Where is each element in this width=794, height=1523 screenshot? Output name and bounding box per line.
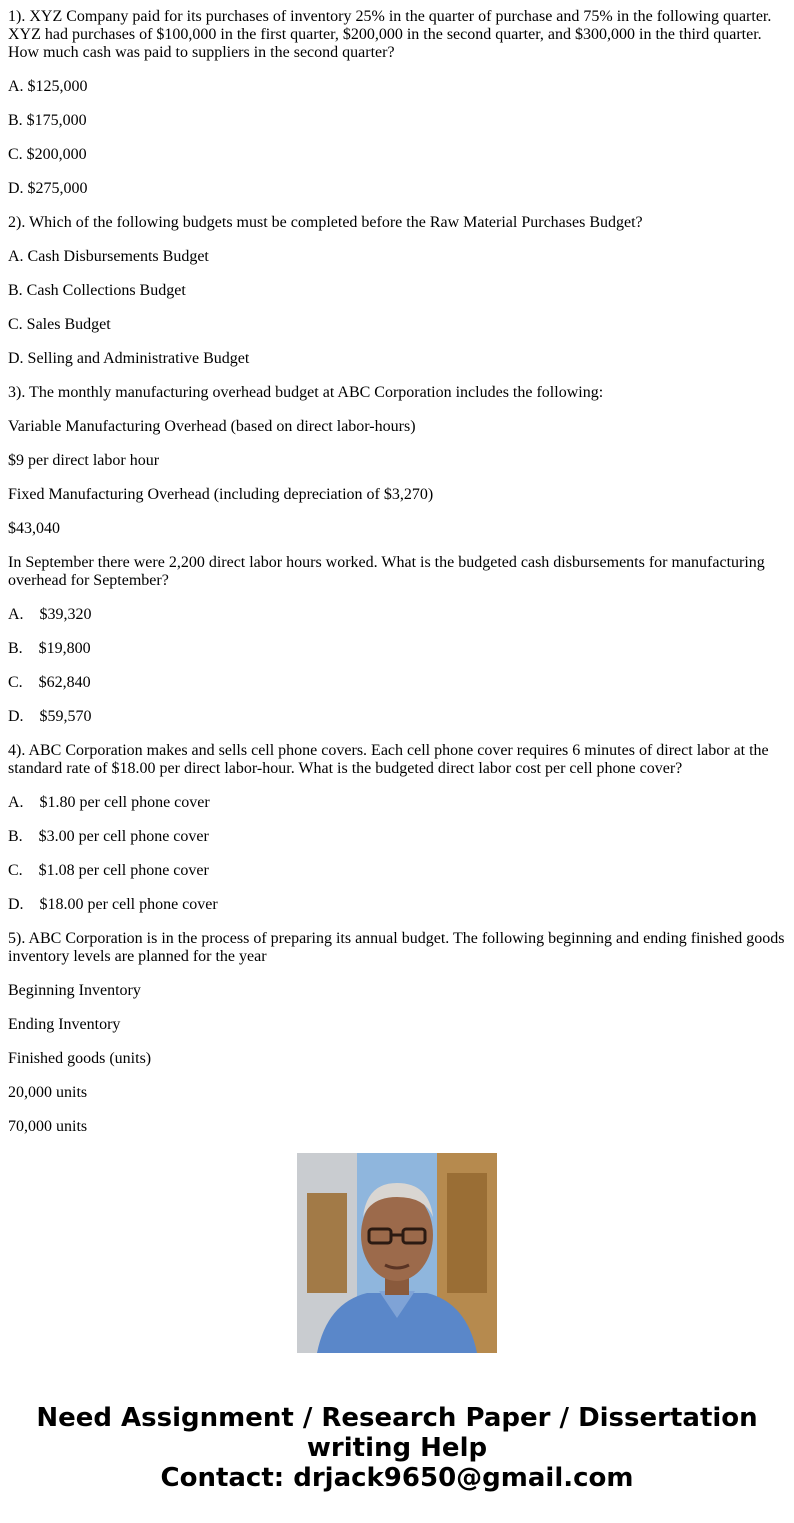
question-3-option-b: B. $19,800 bbox=[8, 640, 91, 657]
contact-email: Contact: drjack9650@gmail.com bbox=[160, 1463, 634, 1493]
question-4-option-d: D. $18.00 per cell phone cover bbox=[8, 896, 218, 913]
contact-banner bbox=[0, 1403, 794, 1493]
question-2-text: 2). Which of the following budgets must be completed before the Raw Material Purchases Budget? bbox=[8, 214, 643, 231]
question-2-option-c: C. Sales Budget bbox=[8, 316, 111, 333]
author-photo bbox=[297, 1153, 497, 1353]
question-3-text: 3). The monthly manufacturing overhead budget at ABC Corporation includes the following: bbox=[8, 384, 604, 401]
question-3-fixed-overhead-amount: $43,040 bbox=[8, 520, 60, 537]
question-5-ending-inventory-label: Ending Inventory bbox=[8, 1016, 121, 1033]
question-4-text: 4). ABC Corporation makes and sells cell phone covers. Each cell phone cover requires 6 minutes of direct labor at the standard rate of $18.00 per direct labor-hour. What is the budgeted direct labor cost per cell phone cover? bbox=[8, 742, 769, 777]
question-5-ending-units: 70,000 units bbox=[8, 1118, 88, 1135]
question-1-text: 1). XYZ Company paid for its purchases of inventory 25% in the quarter of purchase and 75% in the following quarter. XYZ had purchases of $100,000 in the first quarter, $200,000 in the second quarter, and $300,000 in the third quarter. How much cash was paid to suppliers in the second quarter? bbox=[8, 8, 772, 61]
question-2-option-b: B. Cash Collections Budget bbox=[8, 282, 186, 299]
question-2-option-a: A. Cash Disbursements Budget bbox=[8, 248, 209, 265]
question-3-fixed-overhead-label: Fixed Manufacturing Overhead (including depreciation of $3,270) bbox=[8, 486, 434, 503]
question-5-text: 5). ABC Corporation is in the process of preparing its annual budget. The following beginning and ending finished goods inventory levels are planned for the year bbox=[8, 930, 785, 965]
banner-line-1: Need Assignment / Research Paper / Dissertation bbox=[36, 1403, 758, 1433]
document-text bbox=[8, 8, 788, 1135]
question-5-beginning-units: 20,000 units bbox=[8, 1084, 88, 1101]
question-3-option-a: A. $39,320 bbox=[8, 606, 92, 623]
banner-line-2: writing Help bbox=[306, 1433, 488, 1463]
question-4-option-c: C. $1.08 per cell phone cover bbox=[8, 862, 209, 879]
question-2-option-d: D. Selling and Administrative Budget bbox=[8, 350, 250, 367]
question-4-option-a: A. $1.80 per cell phone cover bbox=[8, 794, 210, 811]
question-1-option-c: C. $200,000 bbox=[8, 146, 87, 163]
question-1-option-a: A. $125,000 bbox=[8, 78, 88, 95]
question-5-beginning-inventory-label: Beginning Inventory bbox=[8, 982, 141, 999]
question-4-option-b: B. $3.00 per cell phone cover bbox=[8, 828, 209, 845]
question-3-option-d: D. $59,570 bbox=[8, 708, 92, 725]
question-1-option-b: B. $175,000 bbox=[8, 112, 87, 129]
question-3-option-c: C. $62,840 bbox=[8, 674, 91, 691]
person-portrait-image bbox=[297, 1153, 497, 1353]
question-3-variable-overhead-label: Variable Manufacturing Overhead (based on direct labor-hours) bbox=[8, 418, 416, 435]
question-5-finished-goods-label: Finished goods (units) bbox=[8, 1050, 152, 1067]
question-3-prompt: In September there were 2,200 direct labor hours worked. What is the budgeted cash disbursements for manufacturing overhead for September? bbox=[8, 554, 765, 589]
question-3-variable-overhead-rate: $9 per direct labor hour bbox=[8, 452, 160, 469]
question-1-option-d: D. $275,000 bbox=[8, 180, 88, 197]
